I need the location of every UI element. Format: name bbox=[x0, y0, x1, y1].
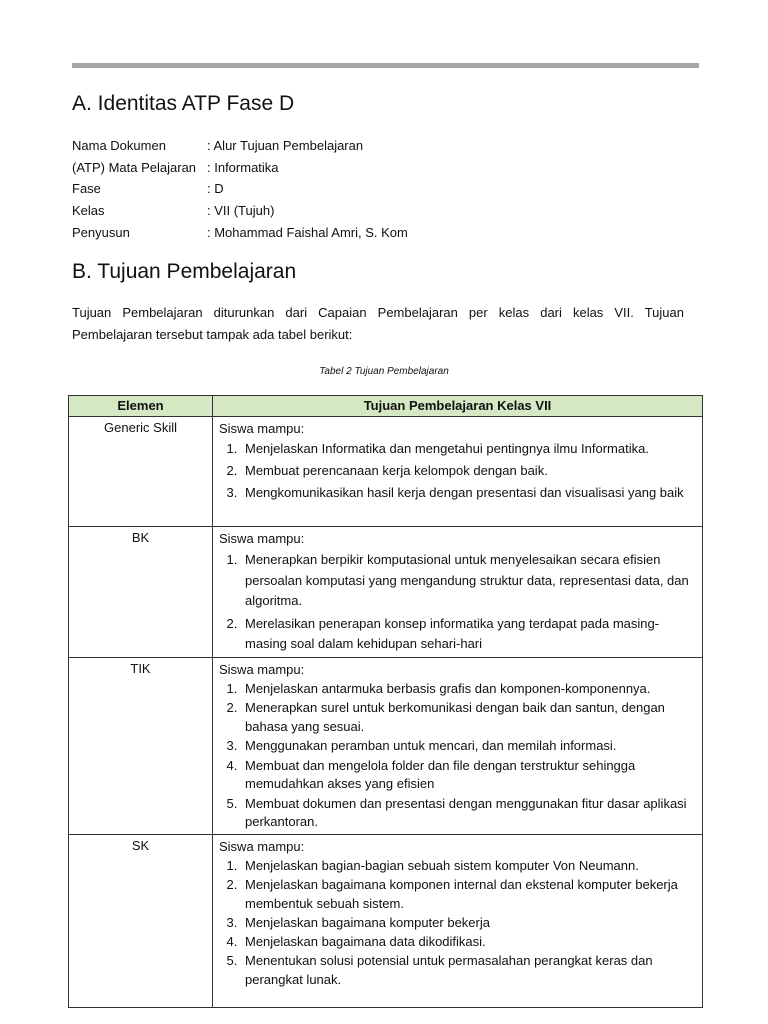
identity-row bbox=[72, 157, 408, 179]
elemen-cell: Generic Skill bbox=[69, 417, 213, 527]
header-elemen: Elemen bbox=[69, 396, 213, 417]
identity-block bbox=[72, 135, 408, 243]
list-item: 1. Menjelaskan Informatika dan mengetahui pentingnya ilmu Informatika. bbox=[241, 438, 696, 460]
list-item: 1. Menjelaskan bagian-bagian sebuah sistem komputer Von Neumann. bbox=[241, 856, 696, 875]
objectives-cell bbox=[213, 417, 703, 527]
identity-label: (ATP) Mata Pelajaran bbox=[72, 159, 197, 175]
list-item: 2. Menjelaskan bagaimana komponen internal dan ekstenal komputer bekerja membentuk sebuah sistem. bbox=[241, 875, 696, 913]
objectives-list bbox=[219, 856, 696, 989]
elemen-cell: SK bbox=[69, 834, 213, 1007]
list-item: 2. Membuat perencanaan kerja kelompok dengan baik. bbox=[241, 460, 696, 482]
table-header-row bbox=[69, 396, 703, 417]
elemen-cell: TIK bbox=[69, 657, 213, 834]
objectives-intro: Siswa mampu: bbox=[219, 421, 305, 436]
objectives-list bbox=[219, 550, 696, 655]
objectives-cell bbox=[213, 527, 703, 658]
identity-value: : VII (Tujuh) bbox=[207, 203, 275, 219]
objectives-intro: Siswa mampu: bbox=[219, 838, 305, 854]
identity-label: Nama Dokumen bbox=[72, 138, 166, 153]
identity-value: : Alur Tujuan Pembelajaran bbox=[207, 138, 364, 153]
intro-paragraph: Tujuan Pembelajaran diturunkan dari Capaian Pembelajaran per kelas dari kelas VII. Tujuan Pembelajaran tersebut tampak ada tabel berikut: bbox=[72, 305, 684, 342]
list-item: 5. Membuat dokumen dan presentasi dengan menggunakan fitur dasar aplikasi perkantoran. bbox=[241, 795, 696, 832]
table-row bbox=[69, 417, 703, 527]
list-item: 1. Menerapkan berpikir komputasional untuk menyelesaikan secara efisien persoalan komputasi yang mengandung struktur data, representasi data, dan algoritma. bbox=[241, 550, 696, 612]
section-a-title: A. Identitas ATP Fase D bbox=[72, 92, 295, 115]
table-caption: Tabel 2 Tujuan Pembelajaran bbox=[319, 366, 449, 377]
header-tujuan: Tujuan Pembelajaran Kelas VII bbox=[213, 396, 703, 417]
list-item: 1. Menjelaskan antarmuka berbasis grafis dan komponen-komponennya. bbox=[241, 680, 696, 699]
list-item: 3. Menggunakan peramban untuk mencari, dan memilah informasi. bbox=[241, 737, 696, 756]
table-row bbox=[69, 527, 703, 658]
list-item: 3. Menjelaskan bagaimana komputer bekerja bbox=[241, 913, 696, 932]
objectives-intro: Siswa mampu: bbox=[219, 531, 305, 546]
list-item: 5. Menentukan solusi potensial untuk permasalahan perangkat keras dan perangkat lunak. bbox=[241, 951, 696, 989]
table-row bbox=[69, 657, 703, 834]
objectives-cell bbox=[213, 834, 703, 1007]
list-item: 3. Mengkomunikasikan hasil kerja dengan presentasi dan visualisasi yang baik bbox=[241, 482, 696, 504]
identity-row bbox=[72, 178, 408, 200]
objectives-list bbox=[219, 438, 696, 504]
list-item: 4. Menjelaskan bagaimana data dikodifikasi. bbox=[241, 932, 696, 951]
table-row bbox=[69, 834, 703, 1007]
list-item: 2. Merelasikan penerapan konsep informatika yang terdapat pada masing-masing soal dalam kehidupan sehari-hari bbox=[241, 614, 696, 655]
identity-value: : Mohammad Faishal Amri, S. Kom bbox=[207, 224, 408, 240]
elemen-cell: BK bbox=[69, 527, 213, 658]
list-item: 2. Menerapkan surel untuk berkomunikasi dengan baik dan santun, dengan bahasa yang sesuai. bbox=[241, 699, 696, 736]
learning-objectives-table bbox=[68, 395, 703, 1008]
objectives-list bbox=[219, 680, 696, 832]
identity-value: : Informatika bbox=[207, 159, 279, 175]
identity-label: Fase bbox=[72, 181, 101, 197]
objectives-intro: Siswa mampu: bbox=[219, 661, 305, 677]
identity-row bbox=[72, 222, 408, 244]
objectives-cell bbox=[213, 657, 703, 834]
identity-row bbox=[72, 200, 408, 222]
identity-row bbox=[72, 135, 408, 157]
identity-label: Kelas bbox=[72, 203, 105, 219]
identity-label: Penyusun bbox=[72, 224, 130, 240]
top-rule bbox=[72, 63, 699, 68]
section-b-title: B. Tujuan Pembelajaran bbox=[72, 260, 297, 283]
list-item: 4. Membuat dan mengelola folder dan file dengan terstruktur sehingga memudahkan akses yang efisien bbox=[241, 757, 696, 794]
identity-value: : D bbox=[207, 181, 224, 197]
